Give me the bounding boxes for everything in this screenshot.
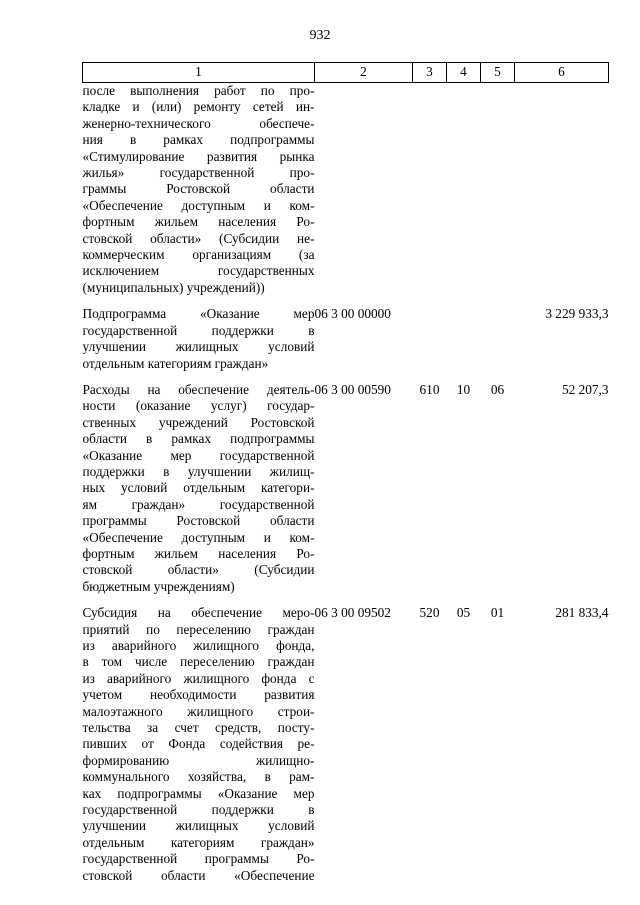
budget-table [82,62,609,884]
amount-value: 52 207,3 [561,381,609,397]
description-line: ных условий отдельным категори- [82,480,315,496]
subsection-code: 06 [490,381,505,397]
description-line: ности (оказание услуг) государ- [82,398,315,414]
row-description [83,605,315,884]
row-description [83,306,315,372]
description-line: учетом необходимости развития [82,687,315,703]
description-line: «Обеспечение доступным и ком- [82,197,315,213]
section-code: 10 [456,381,471,397]
row-description [83,83,315,297]
subsection-code: 01 [490,605,505,621]
row-spacer [83,372,609,382]
description-line: «Оказание мер государственной [82,447,315,463]
section-code: 05 [456,605,471,621]
budget-classification-code [315,83,413,297]
description-line: коммунального хозяйства, в рам- [82,769,315,785]
subsection-code [481,306,515,372]
description-line: «Обеспечение доступным и ком- [82,529,315,545]
description-line: фортным жильем населения Ро- [82,545,315,561]
description-line: после выполнения работ по про- [82,83,315,98]
amount-value: 281 833,4 [555,605,609,621]
description-line: из аварийного жилищного фонда с [82,670,315,686]
description-line: малоэтажного жилищного строи- [82,703,315,719]
description-line: ям граждан» государственной [82,496,315,512]
description-line: государственной поддержки в [82,802,315,818]
description-line: ственных учреждений Ростовской [82,414,315,430]
description-line: Подпрограмма «Оказание мер [82,306,315,322]
description-line: пивших от Фонда содействия ре- [82,736,315,752]
description-line: фортным жильем населения Ро- [82,214,315,230]
column-header-6: 6 [515,63,609,83]
expense-type-code [413,306,447,372]
subsection-code [481,83,515,297]
column-header-4: 4 [447,63,481,83]
column-header-3: 3 [413,63,447,83]
description-line: бюджетным учреждениям) [82,578,235,594]
section-code [447,83,481,297]
expense-type-code: 520 [419,605,440,621]
row-description [83,382,315,595]
table-header-row [83,63,609,83]
description-line: жилья» государственной про- [82,165,315,181]
description-line: тельства за счет средств, посту- [82,720,315,736]
expense-type-code: 610 [419,381,440,397]
table-row [83,83,609,297]
budget-classification-code: 06 3 00 00590 [314,381,391,397]
description-line: в том числе переселению граждан [82,654,315,670]
budget-classification-code: 06 3 00 09502 [314,605,391,621]
column-header-5: 5 [481,63,515,83]
description-line: отдельным категориям граждан» [82,834,315,850]
description-line: Субсидия на обеспечение меро- [82,605,315,621]
description-line: коммерческим организациям (за [82,247,315,263]
amount-value: 3 229 933,3 [545,306,609,322]
description-line: улучшении жилищных условий [82,818,315,834]
table-row [83,605,609,884]
row-spacer [83,296,609,306]
table-row [83,306,609,372]
description-line: отдельным категориям граждан» [82,355,269,371]
column-header-1: 1 [83,63,315,83]
description-line: (муниципальных) учреждений)) [82,279,265,295]
description-line: женерно-технического обеспече- [82,115,315,131]
expense-type-code [413,83,447,297]
description-line: «Стимулирование развития рынка [82,148,315,164]
description-line: граммы Ростовской области [82,181,315,197]
description-line: государственной поддержки в [82,322,315,338]
description-line: стовской области» (Субсидии [82,562,315,578]
description-line: стовской области «Обеспечение [82,867,315,883]
description-line: приятий по переселению граждан [82,621,315,637]
amount-value [515,83,609,297]
description-line: Расходы на обеспечение деятель- [82,381,315,397]
column-header-2: 2 [315,63,413,83]
description-line: государственной программы Ро- [82,851,315,867]
description-line: поддержки в улучшении жилищ- [82,463,315,479]
description-line: программы Ростовской области [82,513,315,529]
description-line: ния в рамках подпрограммы [82,132,315,148]
description-line: исключением государственных [82,263,315,279]
description-line: формированию жилищно- [82,752,315,768]
description-line: улучшении жилищных условий [82,339,315,355]
description-line: области в рамках подпрограммы [82,431,315,447]
row-spacer [83,595,609,605]
section-code [447,306,481,372]
description-line: ках подпрограммы «Оказание мер [82,785,315,801]
table-row [83,382,609,595]
budget-classification-code: 06 3 00 00000 [314,306,391,322]
description-line: кладке и (или) ремонту сетей ин- [82,99,315,115]
page-number: 932 [309,28,331,43]
description-line: стовской области» (Субсидии не- [82,230,315,246]
description-line: из аварийного жилищного фонда, [82,638,315,653]
